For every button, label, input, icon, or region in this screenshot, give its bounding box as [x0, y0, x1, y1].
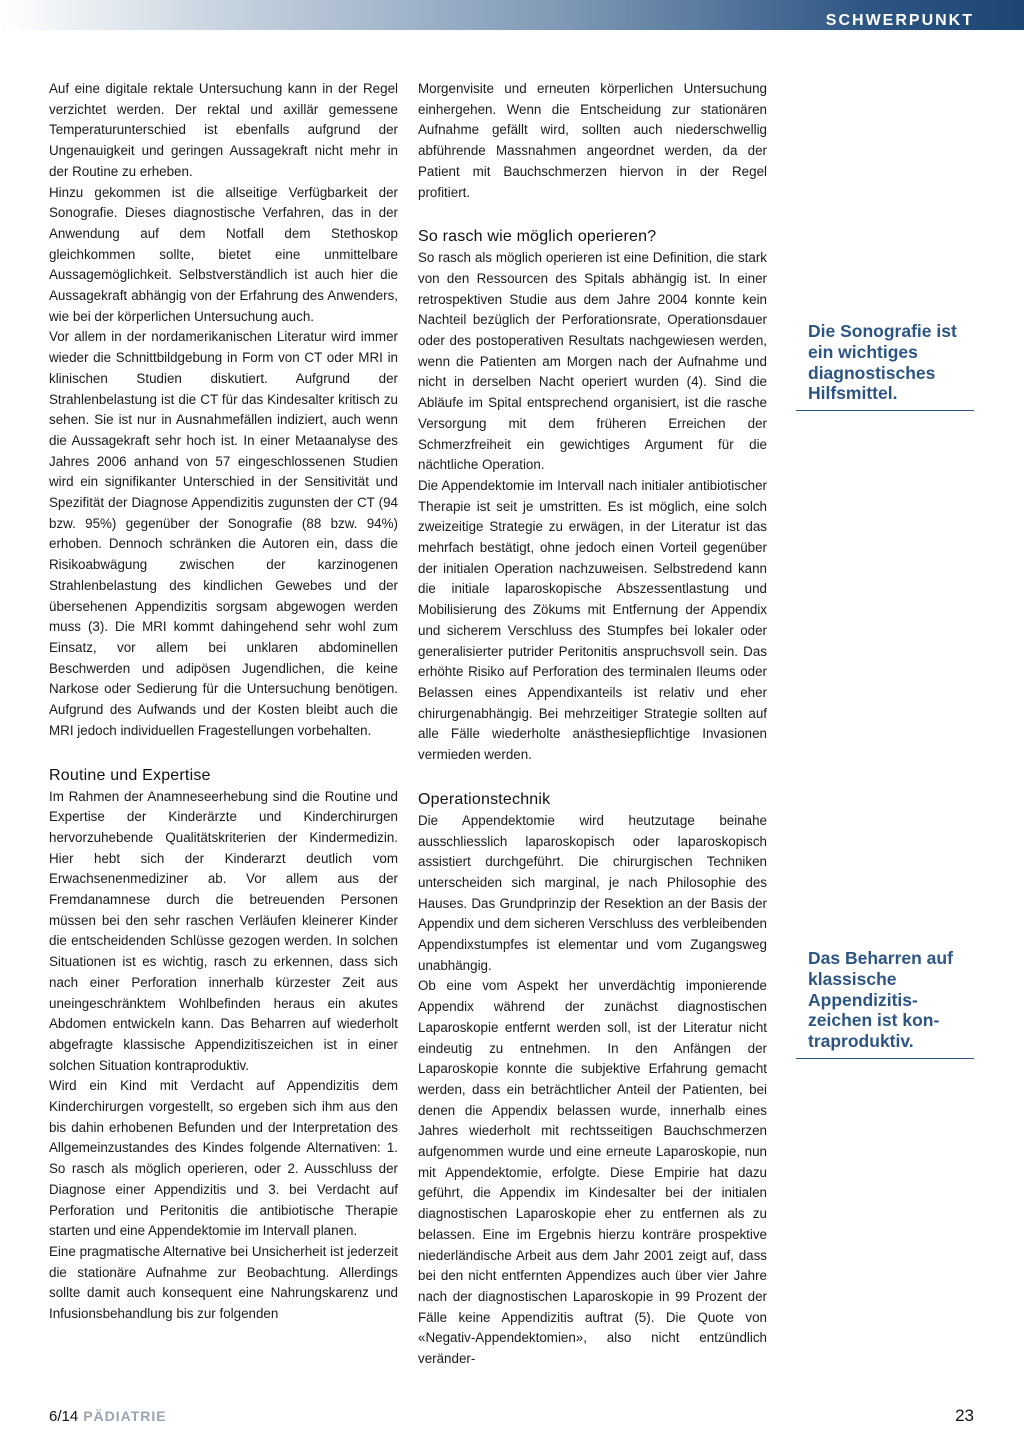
paragraph: Vor allem in der nordamerikanischen Literatur wird immer wieder die Schnittbildgebung in Form von CT oder MRI in klinischen Studien diskutiert. Aufgrund der Strahlenbelastung ist die CT für das Kindesalter kritisch zu sehen. Sie ist nur in Ausnahmefällen indiziert, auch wenn die Aussagekraft sehr hoch ist. In einer Metaanalyse des Jahres 2006 anhand von 57 eingeschlossenen Studien wird ein signifikanter Unterschied in der Sensitivität und Spezifität der Diagnose Appendizitis zugunsten der CT (94 bzw. 95%) gegenüber der Sonografie (88 bzw. 94%) erhoben. Dennoch schränken die Autoren ein, dass die Risikoabwägung zwischen der karzinogenen Strahlenbelastung des kindlichen Gewebes und der übersehenen Appendizitis sorgsam abgewogen werden muss (3). Die MRI kommt dahingehend sehr wohl zum Einsatz, vor allem bei unklaren abdominellen Beschwerden und adipösen Jugendlichen, die keine Narkose oder Sedierung für die Untersuchung benötigen. Aufgrund des Aufwands und der Kosten bleibt auch die MRI jedoch individuellen Fragestellungen vorbehalten. — [49, 329, 398, 738]
paragraph: So rasch als möglich operieren ist eine Definition, die stark von den Ressourcen des Spitals abhängig ist. In einer retrospektiven Studie aus dem Jahre 2004 konnte kein Nachteil bezüglich der Perforationsrate, Operationsdauer oder des postoperativen Resultats nachgewiesen werden, wenn die Patienten am Morgen nach der Aufnahme und nicht in derselben Nacht operiert wurden (4). Sind die Abläufe im Spital entsprechend organisiert, ist die rasche Versorgung mit dem früheren Erreichen der Schmerzfreiheit ein gewichtiges Argument für die nächtliche Operation. — [418, 250, 767, 473]
left-column — [49, 79, 398, 1325]
paragraph: Die Appendektomie wird heutzutage beinahe ausschliesslich laparoskopisch oder laparoskopisch assistiert durchgeführt. Die chirurgischen Techniken unterscheiden sich marginal, je nach Philosophie des Hauses. Das Grundprinzip der Resektion an der Basis der Appendix und dem sicheren Verschluss des verbleibenden Appendixstumpfes ist elementar und vom Zugangsweg unabhängig. — [418, 812, 767, 973]
journal-logo: PÄDIATRIE — [83, 1408, 167, 1424]
paragraph: Eine pragmatische Alternative bei Unsicherheit ist jederzeit die stationäre Aufnahme zur Beobachtung. Allerdings sollte damit auch konsequent eine Nahrungskarenz und Infusionsbehandlung bis zur folgenden — [49, 1243, 398, 1322]
section-heading: Operationstechnik — [418, 790, 551, 808]
paragraph: Die Appendektomie im Intervall nach initialer antibiotischer Therapie ist seit je umstritten. Es ist möglich, eine solch zweizeitige Strategie zu erwägen, in der Literatur ist das mehrfach bestätigt, ohne jedoch einen Vorteil gegenüber der initialen Operation nachzuweisen. Selbstredend kann die initiale laparoskopische Abszessentlastung und Mobilisierung des Zökums mit Entfernung der Appendix und sicherem Verschluss des Stumpfes bei lokaler oder generalisierter putrider Peritonitis anspruchsvoll sein. Das erhöhte Risiko auf Perforation des terminalen Ileums oder Belassen eines Appendixanteils ist relativ und eher chirurgenabhängig. Bei mehrzeitiger Strategie sollten auf alle Fälle wiederholte anästhesiepflichtige Invasionen vermieden werden. — [418, 477, 767, 763]
section-heading: So rasch wie möglich operieren? — [418, 228, 657, 246]
paragraph: Auf eine digitale rektale Untersuchung kann in der Regel verzichtet werden. Der rektal und axillär gemessene Temperaturunterschied ist ebenfalls aufgrund der Ungenauigkeit und geringen Aussagekraft nicht mehr in der Routine zu erheben. — [49, 81, 398, 179]
paragraph: Ob eine vom Aspekt her unverdächtig imponierende Appendix während der zunächst diagnostischen Laparoskopie entfernt werden soll, ist der Literatur nicht eindeutig zu entnehmen. In den Anfängen der Laparoskopie konnte die subjektive Erfahrung gemacht werden, dass ein beträchtlicher Anteil der Patienten, bei denen die Appendix belassen wurde, innerhalb eines Jahres wiederholt mit rechtsseitigen Bauchschmerzen aufgenommen wurde und eine erneute Laparoskopie, nun mit Appendektomie, erfolgte. Diese Empirie hat dazu geführt, die Appendix im Kindesalter bei der initialen diagnostischen Laparoskopie eher zu entfernen als zu belassen. Eine im Ergebnis hierzu konträre prospektive niederländische Arbeit aus dem Jahr 2001 zeigt auf, dass bei den nicht entfernten Appendizes auch über vier Jahre nach der diagnostischen Laparoskopie in 99 Prozent der Fälle keine Appendizitis auftrat (5). Die Quote von «Negativ-Appendektomien», also nicht entzündlich veränder- — [418, 978, 767, 1367]
paragraph: Wird ein Kind mit Verdacht auf Appendizitis dem Kinderchirurgen vorgestellt, so ergeben sich ihm aus den bis dahin erhobenen Befunden und der Interpretation des Allgemeinzustandes des Kindes folgende Alternativen: 1. So rasch als möglich operieren, oder 2. Ausschluss der Diagnose einer Appendizitis und 3. bei Verdacht auf Perforation und Peritonitis die antibiotische Therapie starten und eine Appendektomie im Intervall planen. — [49, 1078, 398, 1239]
paragraph: Morgenvisite und erneuten körperlichen Untersuchung einhergehen. Wenn die Entscheidung zur stationären Aufnahme gefällt wird, sollten auch niederschwellig abführende Massnahmen angeordnet werden, da der Patient mit Bauchschmerzen hiervon in der Regel profitiert. — [418, 81, 767, 200]
pull-quote: Das Beharren auf klassische Appendizitiszeichen ist kontraproduktiv. — [796, 948, 974, 1059]
footer-issue — [49, 1408, 167, 1425]
page-number: 23 — [955, 1406, 974, 1425]
section-label: SCHWERPUNKT — [825, 12, 974, 29]
paragraph: Hinzu gekommen ist die allseitige Verfügbarkeit der Sonografie. Dieses diagnostische Verfahren, das in der Anwendung auf dem Notfall dem Stethoskop gleichkommen sollte, bietet eine unmittelbare Aussagemöglichkeit. Selbstverständlich ist auch hier die Aussagekraft abhängig von der Erfahrung des Anwenders, wie bei der körperlichen Untersuchung auch. — [49, 184, 398, 324]
issue-number: 6/14 — [49, 1408, 79, 1425]
pull-quote: Die Sonografie ist ein wichtiges diagnostisches Hilfsmittel. — [796, 321, 974, 411]
middle-column — [418, 79, 767, 1370]
section-heading: Routine und Expertise — [49, 766, 211, 784]
paragraph: Im Rahmen der Anamneseerhebung sind die Routine und Expertise der Kinderärzte und Kinderchirurgen hervorzuhebende Qualitätskriterien der Kindermedizin. Hier hebt sich der Kinderarzt deutlich vom Erwachsenenmediziner ab. Vor allem aus der Fremdanamnese durch die betreuenden Personen müssen bei den sehr raschen Verläufen kleinerer Kinder die entscheidenden Schlüsse gezogen werden. In solchen Situationen ist es wichtig, rasch zu erkennen, dass sich nach einer Perforation innerhalb kürzester Zeit aus uneingeschränktem Wohlbefinden heraus ein akutes Abdomen entwickeln kann. Das Beharren auf wiederholt abgefragte klassische Appendizitiszeichen ist in einer solchen Situation kontraproduktiv. — [49, 788, 398, 1073]
